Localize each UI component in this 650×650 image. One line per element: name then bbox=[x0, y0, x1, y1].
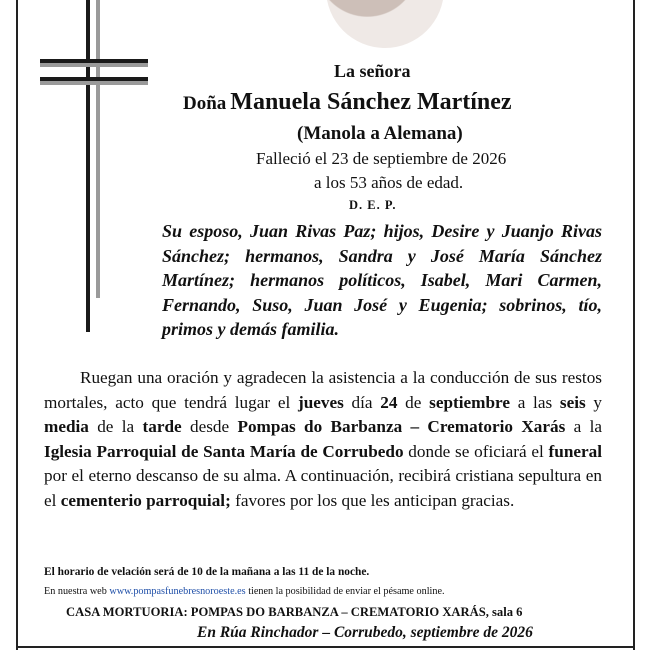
intro-text: La señora bbox=[334, 61, 411, 81]
announcement-segment: de la bbox=[88, 417, 143, 436]
web-note bbox=[44, 586, 445, 597]
announcement-segment: a la bbox=[565, 417, 602, 436]
page-frame-right bbox=[633, 0, 635, 650]
announcement-segment: a las bbox=[509, 392, 560, 412]
cross-horizontal-shadow-top bbox=[40, 63, 148, 67]
announcement-segment: de bbox=[397, 392, 430, 412]
hours-note: El horario de velación será de 10 de la mañana a las 11 de la noche. bbox=[44, 566, 370, 578]
announcement-segment: funeral bbox=[548, 441, 602, 461]
announcement-segment: jueves bbox=[297, 392, 344, 412]
web-note-after: tienen la posibilidad de enviar el pésame online. bbox=[245, 586, 445, 597]
announcement-segment: cementerio parroquial; bbox=[60, 490, 231, 510]
web-note-before: En nuestra web bbox=[44, 586, 110, 597]
announcement-segment: tarde bbox=[142, 417, 182, 436]
announcement-segment: Pompas do Barbanza – Crematorio Xarás bbox=[237, 417, 566, 436]
name-main: Manuela Sánchez Martínez bbox=[230, 89, 512, 115]
family-paragraph: Su esposo, Juan Rivas Paz; hijos, Desire y Juanjo Rivas Sánchez; hermanos, Sandra y José María Sánchez Martínez; hermanos políticos, Isabel, Mari Carmen, Fernando, Suso, Juan José y Eugenia; sobrinos, tío, primos y demás familia. bbox=[162, 221, 602, 339]
deceased-name bbox=[183, 89, 512, 116]
place-date-line: En Rúa Rinchador – Corrubedo, septiembre de 2026 bbox=[197, 624, 533, 641]
deceased-photo bbox=[326, 0, 444, 48]
announcement-segment: donde se oficiará el bbox=[403, 441, 549, 461]
name-prefix: Doña bbox=[183, 93, 227, 114]
announcement-segment: seis bbox=[559, 392, 586, 412]
announcement-paragraph bbox=[44, 366, 602, 513]
announcement-segment: por el eterno descanso de su alma. A continuación, recibirá cristiana sepultura en el bbox=[44, 466, 602, 510]
announcement-segment: día bbox=[343, 392, 381, 412]
announcement-segment: y bbox=[585, 392, 602, 412]
funeral-home-line: CASA MORTUORIA: POMPAS DO BARBANZA – CREMATORIO XARÁS, sala 6 bbox=[66, 605, 523, 619]
announcement-segment: media bbox=[44, 417, 89, 436]
page-frame-left bbox=[16, 0, 18, 650]
announcement-segment: desde bbox=[181, 417, 238, 436]
cross-vertical-shadow bbox=[96, 0, 100, 298]
announcement-segment: septiembre bbox=[429, 392, 510, 412]
cross-vertical-bar bbox=[86, 0, 90, 332]
bottom-rule bbox=[16, 646, 635, 648]
death-date-line: Falleció el 23 de septiembre de 2026 bbox=[256, 149, 507, 168]
web-link[interactable]: www.pompasfunebresnoroeste.es bbox=[109, 586, 246, 597]
announcement-segment: Iglesia Parroquial de Santa María de Corrubedo bbox=[44, 441, 404, 461]
announcement-segment: favores por los que les anticipan gracias. bbox=[230, 490, 515, 510]
announcement-segment: Ruegan una oración y agradecen la asistencia a la conducción de sus restos mortales, acto que tendrá lugar el bbox=[44, 368, 602, 412]
deceased-alias: (Manola a Alemana) bbox=[297, 123, 463, 144]
age-line: a los 53 años de edad. bbox=[314, 173, 464, 192]
announcement-segment: 24 bbox=[380, 392, 398, 412]
cross-horizontal-shadow-bottom bbox=[40, 81, 148, 85]
rip-label: D. E. P. bbox=[349, 198, 397, 212]
